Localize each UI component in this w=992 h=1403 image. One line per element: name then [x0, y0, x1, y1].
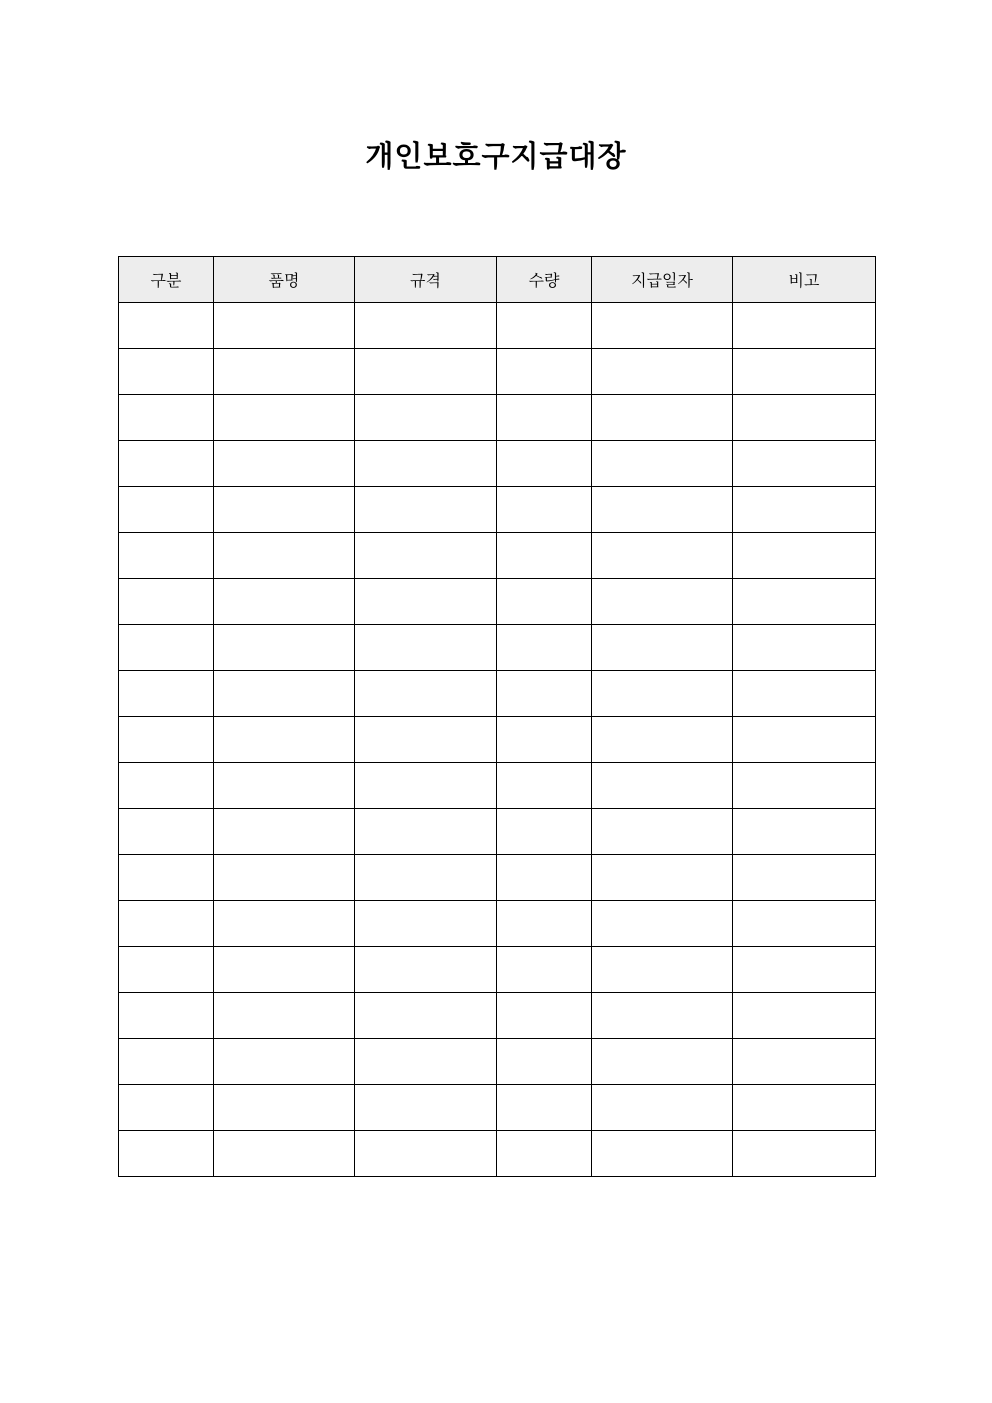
table-cell[interactable] — [733, 1039, 876, 1085]
table-cell[interactable] — [119, 855, 214, 901]
header-category: 구분 — [119, 257, 214, 303]
table-row — [119, 717, 876, 763]
table-cell[interactable] — [733, 395, 876, 441]
table-header-row — [119, 257, 876, 303]
table-cell[interactable] — [592, 671, 733, 717]
table-cell[interactable] — [214, 441, 355, 487]
header-item-name: 품명 — [214, 257, 355, 303]
table-cell[interactable] — [497, 441, 592, 487]
table-cell[interactable] — [355, 303, 497, 349]
table-cell[interactable] — [214, 809, 355, 855]
table-cell[interactable] — [497, 349, 592, 395]
table-cell[interactable] — [497, 855, 592, 901]
table-cell[interactable] — [355, 993, 497, 1039]
table-row — [119, 671, 876, 717]
table-cell[interactable] — [592, 625, 733, 671]
table-cell[interactable] — [592, 993, 733, 1039]
table-cell[interactable] — [214, 1131, 355, 1177]
table-cell[interactable] — [119, 303, 214, 349]
table-cell[interactable] — [592, 579, 733, 625]
table-cell[interactable] — [119, 579, 214, 625]
header-issue-date: 지급일자 — [592, 257, 733, 303]
table-cell[interactable] — [355, 947, 497, 993]
table-cell[interactable] — [497, 717, 592, 763]
table-cell[interactable] — [592, 947, 733, 993]
table-cell[interactable] — [497, 625, 592, 671]
table-cell[interactable] — [355, 901, 497, 947]
table-row — [119, 1085, 876, 1131]
table-body — [119, 303, 876, 1177]
table-cell[interactable] — [497, 809, 592, 855]
table-cell[interactable] — [119, 625, 214, 671]
table-cell[interactable] — [119, 395, 214, 441]
table-cell[interactable] — [733, 533, 876, 579]
table-cell[interactable] — [497, 395, 592, 441]
table-cell[interactable] — [733, 671, 876, 717]
table-cell[interactable] — [592, 303, 733, 349]
table-row — [119, 901, 876, 947]
table-cell[interactable] — [119, 947, 214, 993]
header-remarks: 비고 — [733, 257, 876, 303]
table-cell[interactable] — [355, 763, 497, 809]
table-cell[interactable] — [497, 671, 592, 717]
table-cell[interactable] — [355, 717, 497, 763]
table-row — [119, 395, 876, 441]
table-cell[interactable] — [355, 671, 497, 717]
table-row — [119, 1131, 876, 1177]
table-row — [119, 947, 876, 993]
table-cell[interactable] — [733, 947, 876, 993]
table-cell[interactable] — [355, 1131, 497, 1177]
table-cell[interactable] — [497, 1085, 592, 1131]
table-cell[interactable] — [119, 487, 214, 533]
table-cell[interactable] — [119, 717, 214, 763]
table-cell[interactable] — [214, 533, 355, 579]
table-cell[interactable] — [592, 1085, 733, 1131]
table-cell[interactable] — [214, 395, 355, 441]
table-cell[interactable] — [355, 349, 497, 395]
table-cell[interactable] — [119, 901, 214, 947]
header-specification: 규격 — [355, 257, 497, 303]
table-row — [119, 855, 876, 901]
table-cell[interactable] — [592, 533, 733, 579]
table-row — [119, 1039, 876, 1085]
table-cell[interactable] — [214, 901, 355, 947]
table-cell[interactable] — [497, 533, 592, 579]
issue-ledger-table — [118, 256, 876, 1177]
table-cell[interactable] — [214, 625, 355, 671]
table-cell[interactable] — [497, 1131, 592, 1177]
table-cell[interactable] — [355, 1085, 497, 1131]
table-cell[interactable] — [592, 1039, 733, 1085]
table-cell[interactable] — [592, 349, 733, 395]
table-cell[interactable] — [214, 1085, 355, 1131]
table-cell[interactable] — [119, 1131, 214, 1177]
table-cell[interactable] — [733, 855, 876, 901]
table-cell[interactable] — [119, 763, 214, 809]
table-cell[interactable] — [497, 993, 592, 1039]
table-row — [119, 763, 876, 809]
table-cell[interactable] — [214, 579, 355, 625]
table-cell[interactable] — [592, 487, 733, 533]
table-cell[interactable] — [592, 717, 733, 763]
table-cell[interactable] — [355, 855, 497, 901]
table-cell[interactable] — [592, 901, 733, 947]
table-row — [119, 533, 876, 579]
table-cell[interactable] — [733, 349, 876, 395]
table-cell[interactable] — [592, 763, 733, 809]
table-cell[interactable] — [355, 533, 497, 579]
table-cell[interactable] — [119, 671, 214, 717]
table-cell[interactable] — [497, 579, 592, 625]
page-title: 개인보호구지급대장 — [365, 139, 627, 173]
table-cell[interactable] — [119, 441, 214, 487]
table-cell[interactable] — [592, 855, 733, 901]
table-cell[interactable] — [497, 303, 592, 349]
table-cell[interactable] — [497, 901, 592, 947]
table-cell[interactable] — [733, 1131, 876, 1177]
table-cell[interactable] — [214, 717, 355, 763]
table-cell[interactable] — [214, 487, 355, 533]
header-quantity: 수량 — [497, 257, 592, 303]
table-row — [119, 809, 876, 855]
table-cell[interactable] — [497, 763, 592, 809]
table-row — [119, 487, 876, 533]
table-cell[interactable] — [214, 947, 355, 993]
table-cell[interactable] — [733, 441, 876, 487]
table-cell[interactable] — [214, 671, 355, 717]
table-cell[interactable] — [733, 1085, 876, 1131]
table-cell[interactable] — [355, 579, 497, 625]
table-cell[interactable] — [497, 487, 592, 533]
table-cell[interactable] — [119, 809, 214, 855]
table-cell[interactable] — [733, 901, 876, 947]
table-row — [119, 303, 876, 349]
table-cell[interactable] — [355, 809, 497, 855]
table-cell[interactable] — [733, 487, 876, 533]
table-cell[interactable] — [119, 1085, 214, 1131]
table-cell[interactable] — [592, 395, 733, 441]
table-cell[interactable] — [355, 395, 497, 441]
table-cell[interactable] — [592, 441, 733, 487]
table-cell[interactable] — [733, 717, 876, 763]
table-cell[interactable] — [214, 303, 355, 349]
table-cell[interactable] — [119, 349, 214, 395]
table-row — [119, 349, 876, 395]
table-cell[interactable] — [497, 947, 592, 993]
table-cell[interactable] — [214, 855, 355, 901]
table-row — [119, 441, 876, 487]
table-cell[interactable] — [355, 1039, 497, 1085]
table-cell[interactable] — [214, 1039, 355, 1085]
table-cell[interactable] — [355, 441, 497, 487]
table-cell[interactable] — [733, 303, 876, 349]
table-cell[interactable] — [119, 533, 214, 579]
table-cell[interactable] — [214, 993, 355, 1039]
table-cell[interactable] — [733, 763, 876, 809]
table-cell[interactable] — [214, 763, 355, 809]
table-cell[interactable] — [497, 1039, 592, 1085]
table-cell[interactable] — [733, 809, 876, 855]
table-row — [119, 993, 876, 1039]
table-cell[interactable] — [214, 349, 355, 395]
table-cell[interactable] — [733, 625, 876, 671]
table-cell[interactable] — [355, 625, 497, 671]
table-row — [119, 579, 876, 625]
table-row — [119, 625, 876, 671]
table-cell[interactable] — [733, 993, 876, 1039]
table-cell[interactable] — [733, 579, 876, 625]
table-cell[interactable] — [119, 993, 214, 1039]
table-cell[interactable] — [592, 1131, 733, 1177]
table-cell[interactable] — [119, 1039, 214, 1085]
table-cell[interactable] — [355, 487, 497, 533]
table-cell[interactable] — [592, 809, 733, 855]
